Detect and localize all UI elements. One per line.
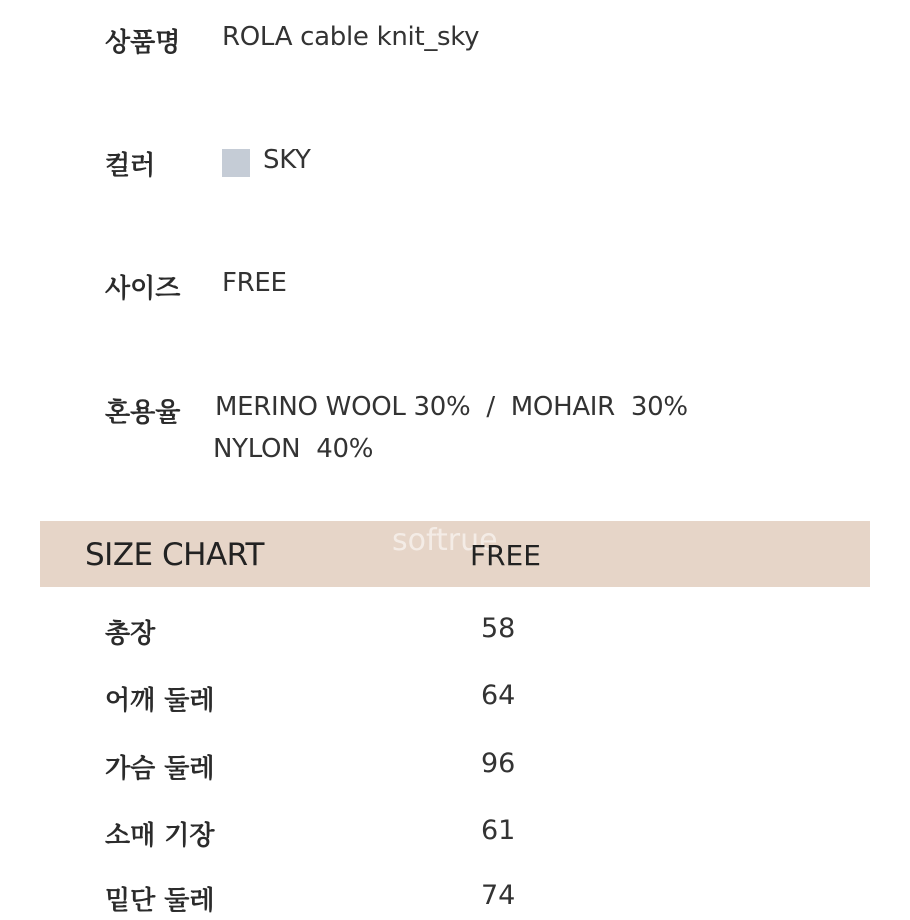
size-chart-row-label: 소매 기장 xyxy=(105,821,215,851)
size-value: FREE xyxy=(222,268,287,298)
size-chart-row-label: 총장 xyxy=(105,619,156,649)
material-line-2: NYLON 40% xyxy=(213,434,374,464)
size-chart-row-value: 74 xyxy=(481,880,516,911)
size-label: 사이즈 xyxy=(105,274,181,304)
size-chart-row-value: 58 xyxy=(481,613,516,644)
size-chart-row-label: 어깨 둘레 xyxy=(105,686,215,716)
color-value: SKY xyxy=(263,145,311,175)
material-label: 혼용율 xyxy=(105,398,181,428)
size-chart-title: SIZE CHART xyxy=(85,537,264,573)
size-chart-header xyxy=(40,521,870,587)
size-chart-row xyxy=(0,613,910,653)
size-chart-row-label: 밑단 둘레 xyxy=(105,886,215,916)
size-chart-row xyxy=(0,748,910,788)
size-chart-row xyxy=(0,880,910,920)
product-name-label: 상품명 xyxy=(105,28,181,58)
size-chart-row-value: 96 xyxy=(481,748,516,779)
watermark: softrue xyxy=(392,523,498,558)
material-line-1: MERINO WOOL 30% / MOHAIR 30% xyxy=(215,392,688,422)
size-chart-row xyxy=(0,680,910,720)
size-chart-column-free: FREE xyxy=(470,539,541,572)
size-chart-row-value: 64 xyxy=(481,680,516,711)
color-label: 컬러 xyxy=(105,151,156,181)
size-chart-row-value: 61 xyxy=(481,815,516,846)
size-chart-row-label: 가슴 둘레 xyxy=(105,754,215,784)
product-name-value: ROLA cable knit_sky xyxy=(222,22,480,52)
color-swatch xyxy=(222,149,250,177)
size-chart-row xyxy=(0,815,910,855)
